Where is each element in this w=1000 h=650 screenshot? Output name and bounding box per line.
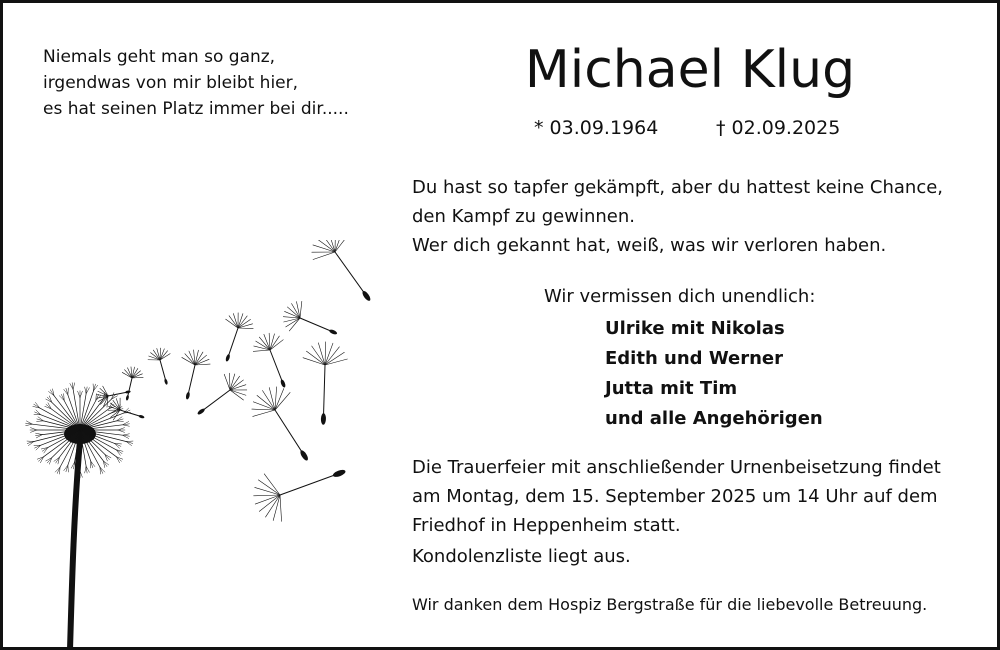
message-line: Du hast so tapfer gekämpft, aber du hattest keine Chance, bbox=[412, 177, 944, 198]
mourner-name: und alle Angehörigen bbox=[605, 408, 823, 429]
mourner-name: Jutta mit Tim bbox=[605, 378, 738, 399]
poem bbox=[43, 44, 403, 122]
thanks-note: Wir danken dem Hospiz Bergstraße für die liebevolle Betreuung. bbox=[412, 595, 928, 614]
message-line: den Kampf zu gewinnen. bbox=[412, 206, 635, 227]
dandelion-icon bbox=[0, 240, 400, 650]
farewell-message bbox=[412, 173, 992, 260]
mourner-name: Edith und Werner bbox=[605, 348, 784, 369]
funeral-service-info bbox=[412, 453, 992, 540]
service-line: Friedhof in Heppenheim statt. bbox=[412, 515, 681, 536]
deceased-name: Michael Klug bbox=[524, 40, 856, 100]
poem-line: Niemals geht man so ganz, bbox=[43, 47, 276, 67]
service-line: Die Trauerfeier mit anschließender Urnenbeisetzung findet bbox=[412, 457, 941, 478]
message-line: Wer dich gekannt hat, weiß, was wir verloren haben. bbox=[412, 235, 887, 256]
service-line: am Montag, dem 15. September 2025 um 14 Uhr auf dem bbox=[412, 486, 938, 507]
condolence-note: Kondolenzliste liegt aus. bbox=[412, 546, 631, 567]
death-date: † 02.09.2025 bbox=[716, 117, 841, 139]
poem-line: irgendwas von mir bleibt hier, bbox=[43, 73, 299, 93]
mourners-list bbox=[605, 314, 823, 434]
birth-date: * 03.09.1964 bbox=[534, 117, 659, 139]
poem-line: es hat seinen Platz immer bei dir..... bbox=[43, 99, 349, 119]
mourners-intro: Wir vermissen dich unendlich: bbox=[544, 286, 816, 307]
mourner-name: Ulrike mit Nikolas bbox=[605, 318, 785, 339]
